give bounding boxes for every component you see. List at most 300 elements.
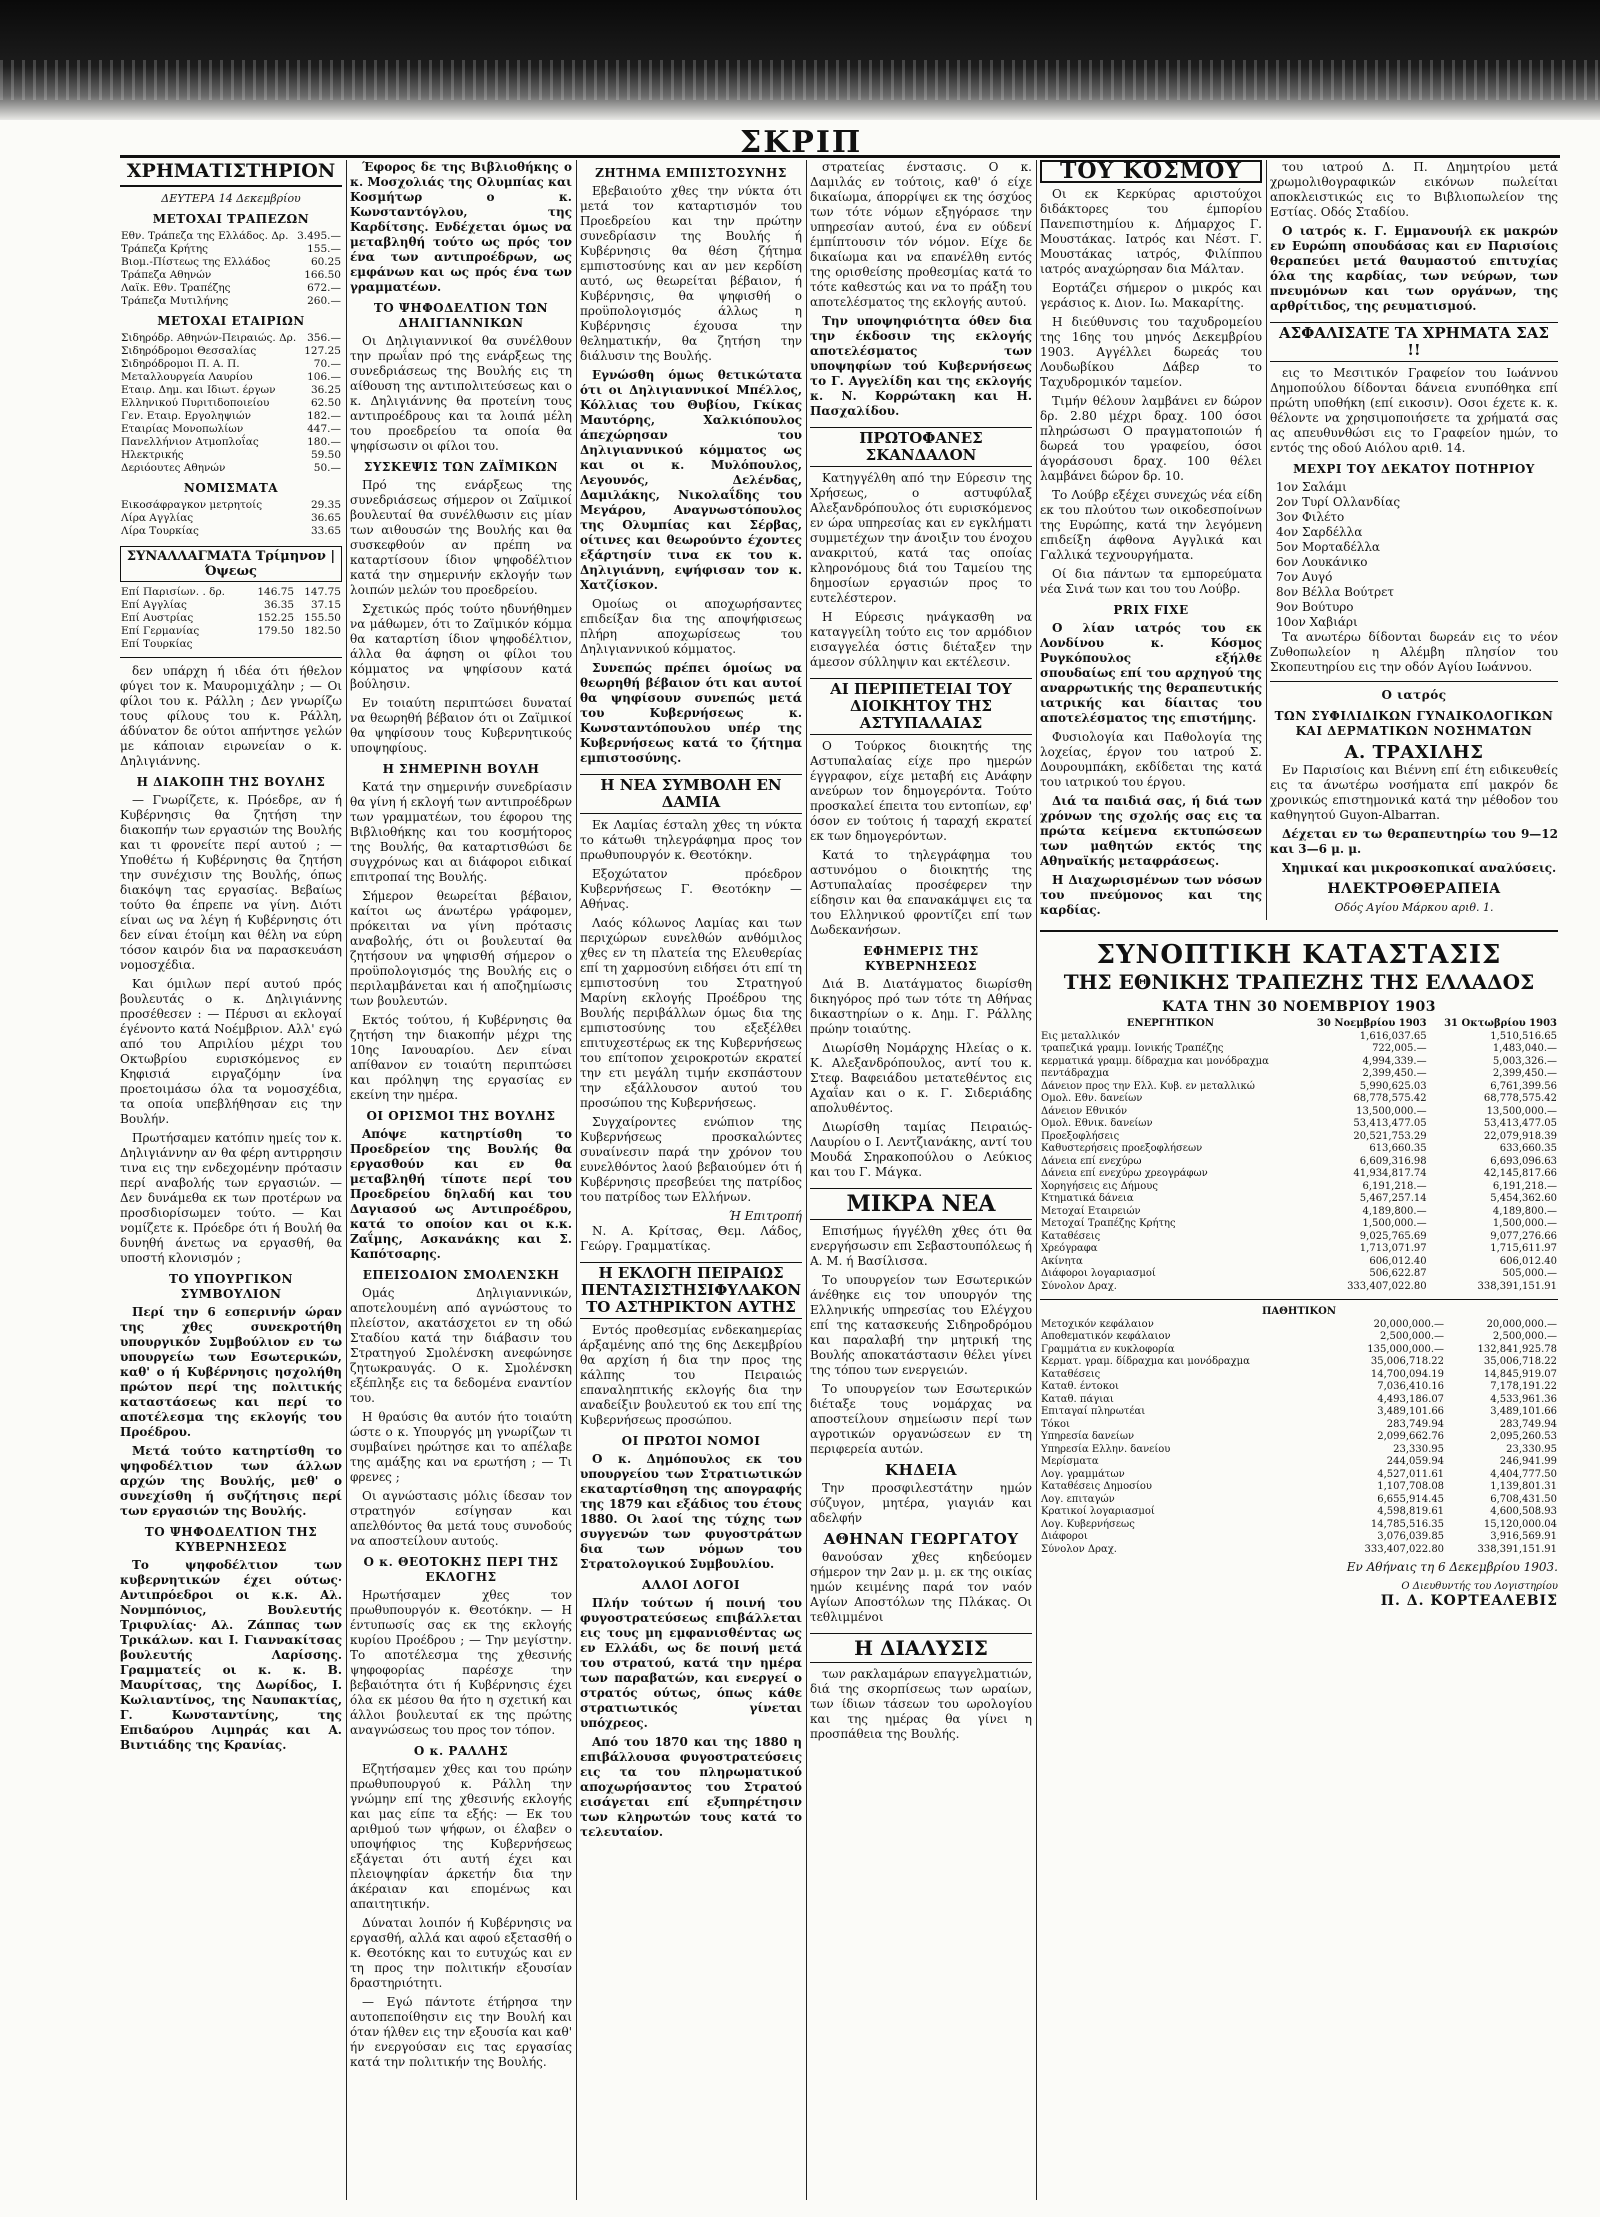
- table-row: [1040, 1043, 1558, 1056]
- row-label: Λογ. γραμμάτων: [1041, 1468, 1125, 1480]
- article-paragraph: Σήμερον θεωρείται βέβαιον, καίτοι ως άνωτέρω γράφομεν, πρόκειται να γίνη πρότασις αναβολής, ότι οι βουλευταί θα ζητήσουν να ψηφισθή σήμερον ο προϋπολογισμός της Βουλής εις ο περιλαμβάνεται και ή αποζημίωσις των βουλευτών.: [350, 889, 572, 1008]
- society-masthead: ΤΟΥ ΚΟΣΜΟΥ: [1040, 160, 1262, 183]
- liabilities-table: [1040, 1306, 1558, 1556]
- row-label: Ομολ. Εθν. δανείων: [1041, 1093, 1143, 1104]
- row-label: Σιδηρόδρομοι Θεσσαλίας: [121, 345, 257, 357]
- row-value: 147.75: [304, 586, 341, 598]
- row-value: 613,660.35: [1369, 1143, 1427, 1154]
- table-row: [120, 625, 342, 638]
- row-value: 244,059.94: [1386, 1456, 1445, 1467]
- table-row: [120, 638, 342, 651]
- row-value: 36.65: [310, 512, 341, 524]
- column-rule: [576, 160, 577, 2200]
- row-label: Χορηγήσεις εις Δήμους: [1041, 1180, 1158, 1192]
- article-paragraph: Εκ Λαμίας έσταλη χθες τη νύκτα το κάτωθι τηλεγράφημα προς τον πρωθυπουργόν κ. Θεοτόκην.: [580, 818, 802, 862]
- row-label: Καταθ. πάγιαι: [1041, 1393, 1114, 1405]
- table-row: [1040, 1281, 1558, 1294]
- statement-date: ΚΑΤΑ ΤΗΝ 30 ΝΟΕΜΒΡΙΟΥ 1903: [1162, 999, 1436, 1015]
- article-paragraph: Εορτάζει σήμερον ο μικρός και γεράσιος κ. Διον. Ιω. Μακαρίτης.: [1040, 281, 1262, 310]
- row-value: 37.15: [310, 599, 341, 611]
- row-label: Τράπεζα Μυτιλήνης: [121, 295, 229, 307]
- row-value: 1,500,000.—: [1492, 1218, 1557, 1229]
- table-row: [120, 499, 342, 512]
- row-value: 2,500,000.—: [1492, 1331, 1557, 1342]
- article-paragraph: Οι Δηλιγιαννικοί θα συνέλθουν την πρωΐαν πρό της ενάρξεως της συνεδριάσεως της Βουλής εις τη αίθουση της αντιπολιτεύσεως και ο κ. Δηλιγιάννης θα προτείνη τους αντιπροέδρους και τα λοιπά μέλη του προεδρείου τα οποία θα ψηφίσωσιν οι φίλοι του.: [350, 334, 572, 453]
- row-label: Υπηρεσία δανείων: [1041, 1431, 1135, 1442]
- article-paragraph: Εν τοιαύτη περιπτώσει δυναταί να θεωρηθή βέβαιον ότι οι Ζαϊμικοί θα ψηφίσουν τους Κυβερνητικούς υποψηφίους.: [350, 696, 572, 755]
- article-paragraph: Συνεπώς πρέπει όμοίως να θεωρηθή βέβαιον ότι και αυτοί θα ψηφίσουν συνεπώς μετά του Κυβερνήσεως κ. Κωνσταντόπουλου υπέρ της Κυβερνήσεως κατά το ζήτημα εμπιστοσύνης.: [580, 661, 802, 765]
- column-5: [1040, 160, 1262, 920]
- article-paragraph: Πρό της ενάρξεως της συνεδριάσεως σήμερον οι Ζαϊμικοί βουλευταί θα συνέλθωσιν εις μίαν των αιθουσών της Βουλής και θα συσκεφθούν αν πρέπη να καταρτίσουν ίδιον ψηφοδέλτιον κατά την σημερινήν εκλογήν των λοιπών μελών του προεδρείου.: [350, 478, 572, 597]
- table-row: [120, 599, 342, 612]
- table-row: [1040, 1118, 1558, 1131]
- table-row: [1040, 1268, 1558, 1281]
- row-value: 606,012.40: [1499, 1255, 1557, 1267]
- row-value: 62.50: [310, 397, 341, 409]
- article-paragraph: Δέχεται εν τω θεραπευτηρίω του 9—12 και 3—6 μ. μ.: [1270, 827, 1558, 856]
- table-row: [120, 384, 342, 397]
- signature: Ή Επιτροπή: [728, 1209, 802, 1223]
- statement-subtitle: ΤΗΣ ΕΘΝΙΚΗΣ ΤΡΑΠΕΖΗΣ ΤΗΣ ΕΛΛΑΔΟΣ: [1063, 970, 1535, 994]
- table-row: [120, 423, 342, 436]
- article-paragraph: Η Διαχωρισμένων των νόσων του πνεύμονος και της καρδίας.: [1040, 873, 1262, 917]
- row-label: Καταθέσεις: [1041, 1230, 1101, 1242]
- table-row: [120, 525, 342, 538]
- article-heading: ΤΟ ΨΗΦΟΔΕΛΤΙΟΝ ΤΗΣ ΚΥΒΕΡΝΗΣΕΩΣ: [144, 1525, 318, 1554]
- companies-table: [120, 332, 342, 475]
- banks-table: [120, 230, 342, 308]
- coins-table: [120, 499, 342, 538]
- table-row: [1040, 1381, 1558, 1394]
- row-value: 338,391,151.91: [1477, 1280, 1557, 1292]
- row-label: Τόκοι: [1041, 1418, 1070, 1430]
- table-row: [1040, 1444, 1558, 1457]
- row-value: 1,713,071.97: [1359, 1243, 1427, 1254]
- article-paragraph: Την υποψηφιότητα όθεν δια την έκδοσιν της εκλογής αποτελέσματος των υποψηφίων τού Κυβερνήσεως το Γ. Αγγελίδη και της εκλογής κ. Ν. Κορρώτακη και Η. Πασχαλίδου.: [810, 314, 1032, 418]
- signatories: Ν. Α. Κρίτσας, Θεμ. Λάδος, Γεώργ. Γραμματίκας.: [580, 1224, 802, 1253]
- row-value: 6,191,218.—: [1492, 1180, 1557, 1192]
- row-value: 14,845,919.07: [1483, 1368, 1557, 1380]
- row-label: Ελληνικού Πυριτιδοποιείου: [121, 397, 270, 409]
- bank-statement: [1040, 930, 1558, 2202]
- row-value: 59.50: [310, 449, 341, 461]
- divider: [1270, 681, 1558, 682]
- row-value: 68,778,575.42: [1483, 1093, 1557, 1104]
- row-value: 1,139,801.31: [1490, 1481, 1557, 1492]
- table-row: [1040, 1081, 1558, 1094]
- table-row: [120, 410, 342, 423]
- row-label: Υπηρεσία Ελλην. δανείου: [1041, 1443, 1171, 1455]
- table-row: [1040, 1243, 1558, 1256]
- row-label: Μετοχαί Τραπέζης Κρήτης: [1041, 1218, 1176, 1229]
- liabilities-heading: ΠΑΘΗΤΙΚΟΝ: [1261, 1306, 1337, 1317]
- row-value: 33.65: [310, 525, 341, 537]
- scan-noise: [0, 60, 1600, 100]
- coins-heading: ΝΟΜΙΣΜΑΤΑ: [183, 481, 279, 495]
- row-value: 9,077,276.66: [1490, 1230, 1557, 1242]
- table-row: [1040, 1131, 1558, 1144]
- article-paragraph: Απόψε κατηρτίσθη το Προεδρείον της Βουλής θα εργασθούν και εν θα μεταβληθή τίποτε περί του Προεδρείου δηλαδή και του Δαγιασού ως Αντιπροέδρου, κατά το οποίον και οι κ.κ. Ζαΐμης, Ασκανάκης και Σ. Καπότσαρης.: [350, 1127, 572, 1261]
- companies-heading: ΜΕΤΟΧΑΙ ΕΤΑΙΡΙΩΝ: [157, 314, 305, 328]
- ad-title: ΤΩΝ ΣΥΦΙΛΙΔΙΚΩΝ ΓΥΝΑΙΚΟΛΟΓΙΚΩΝ ΚΑΙ ΔΕΡΜΑΤΙΚΩΝ ΝΟΣΗΜΑΤΩΝ: [1274, 709, 1554, 738]
- article-heading: ΣΥΣΚΕΨΙΣ ΤΩΝ ΖΑΪΜΙΚΩΝ: [363, 460, 559, 474]
- row-value: 13,500,000.—: [1356, 1105, 1427, 1117]
- row-value: 672.—: [307, 282, 341, 294]
- table-row: [1040, 1031, 1558, 1044]
- row-value: 4,600,508.93: [1490, 1506, 1557, 1517]
- row-value: [248, 638, 295, 651]
- table-row: [1040, 1206, 1558, 1219]
- row-label: Ηλεκτρικής: [121, 449, 184, 461]
- row-value: 338,391,151.91: [1477, 1543, 1557, 1555]
- row-value: 333,407,022.80: [1364, 1543, 1445, 1555]
- row-label: Κτηματικά δάνεια: [1041, 1193, 1134, 1204]
- column-rule: [1036, 160, 1037, 2200]
- row-label: Γραμμάτια εν κυκλοφορία: [1041, 1343, 1175, 1355]
- row-value: 9,025,765.69: [1359, 1230, 1427, 1242]
- statement-signline: Ο Διευθυντής του Λογιστηρίου: [1401, 1581, 1558, 1592]
- row-value: 4,189,800.—: [1362, 1205, 1427, 1217]
- article-paragraph: Διωρίσθη ταμίας Πειραιώς-Λαυρίου ο Ι. Λεντζιανάκης, αντί του Μουδά Σηρακοπούλου ο Λεύκιος και του Γ. Μάγκα.: [810, 1120, 1032, 1179]
- article-paragraph: Φυσιολογία και Παθολογία της λοχείας, έργον του ιατρού Σ. Δουρουμπάκη, εκδίδεται της κατά του ιατρικού του έργου.: [1040, 730, 1262, 789]
- row-label: Εις μεταλλικόν: [1041, 1030, 1120, 1042]
- row-value: 3,489,101.66: [1490, 1406, 1557, 1417]
- row-value: 22,079,918.39: [1483, 1130, 1557, 1142]
- row-value: 2,399,450.—: [1362, 1068, 1427, 1079]
- article-paragraph: Περί την 6 εσπερινήν ώραν της χθες συνεκροτήθη υπουργικόν Συμβούλιον εν τω υπουργείω των Εσωτερικών, καθ' ο ή Κυβέρνησις ησχολήθη πρώτον περί της πολιτικής καταστάσεως και περί το αποτέλεσμα της εκλογής του Προέδρου.: [120, 1305, 342, 1439]
- row-value: 1,715,611.97: [1490, 1243, 1557, 1254]
- row-value: 36.25: [310, 384, 341, 396]
- list-item: 1ον Σαλάμι: [1276, 480, 1347, 494]
- table-row: [120, 332, 342, 345]
- column-header: 30 Νοεμβρίου 1903: [1316, 1018, 1427, 1029]
- table-row: [1040, 1143, 1558, 1156]
- row-label: Εικοσάφραγκον μετρητοίς: [121, 499, 263, 511]
- article-heading: ΚΗΔΕΙΑ: [885, 1461, 957, 1479]
- article-paragraph: Ηρωτήσαμεν χθες τον πρωθυπουργόν κ. Θεοτόκην. — Η έντυπωσίς σας εκ της εκλογής κυρίου Προέδρου ; — Την μεγίστην. Το αποτέλεσμα της χθεσινής ψηφοφορίας παρέσχε την βεβαιότητα ότι ή Κυβέρνησις έχει όλα εκ μέσου θα ήτο η σχετική και άλλοι βουλευταί εκ της πρώτης αναγνώσεως του προς τον τόπον.: [350, 1588, 572, 1737]
- row-value: 127.25: [304, 345, 341, 357]
- article-paragraph: Διωρίσθη Νομάρχης Ηλείας ο κ. Κ. Αλεξανδρόπουλος, αντί του κ. Στεφ. Βαφειάδου μετατεθέντος εις Αχαΐαν και ο κ. Γ. Σιδεριάδης απολυθέντος.: [810, 1041, 1032, 1115]
- row-value: 53,413,477.05: [1483, 1118, 1557, 1129]
- row-value: 5,990,625.03: [1359, 1080, 1427, 1092]
- exchange-table: [120, 586, 342, 651]
- row-value: 2,500,000.—: [1379, 1331, 1445, 1342]
- row-value: 4,994,339.—: [1362, 1055, 1427, 1067]
- article-heading: PRIX FIXE: [1113, 603, 1189, 617]
- row-label: Επί Τουρκίας: [121, 638, 193, 650]
- article-paragraph: Σχετικώς πρός τούτο ηδυνήθημεν να μάθωμεν, ότι το Ζαϊμικόν κόμμα θα καταρτίση ίδιον ψηφοδέλτιον, άλλα θα άφηση οι φίλοι του κόμματος να ψηφίσουν κατά βούλησιν.: [350, 602, 572, 691]
- article-paragraph: Συγχαίροντες ενώπιον της Κυβερνήσεως προσκαλώντες συναίνεσιν παρά την χρόνον του ευνελθόντος λαού βεβαιούμεν ότι ή Κυβέρνησις πρεσβεύει της πατρίδος του πατρίδος των Ελλήνων.: [580, 1115, 802, 1204]
- column-rule: [1266, 160, 1267, 920]
- column-rule: [806, 160, 807, 2200]
- table-row: [1040, 1494, 1558, 1507]
- row-label: Πανελλήνιον Ατμοπλοΐας: [121, 436, 259, 448]
- table-row: [120, 371, 342, 384]
- row-label: Εταιρ. Δημ. και Ιδιωτ. έργων: [121, 384, 276, 396]
- row-value: 146.75: [257, 586, 295, 598]
- row-label: Ομολ. Εθνικ. δανείων: [1041, 1118, 1153, 1129]
- row-label: τραπεζικά γραμμ. Ιονικής Τραπέζης: [1041, 1043, 1224, 1054]
- table-row: [1040, 1168, 1558, 1181]
- table-row: [1040, 1506, 1558, 1519]
- row-value: 14,785,516.35: [1370, 1518, 1445, 1530]
- row-value: 20,521,753.29: [1353, 1130, 1427, 1142]
- row-value: 29.35: [310, 499, 341, 511]
- row-label: Τράπεζα Κρήτης: [121, 243, 209, 255]
- table-row: [1040, 1531, 1558, 1544]
- article-paragraph: Και όμιλων περί αυτού πρός βουλευτάς ο κ. Δηλιγιάννης προσέθεσεν : — Πέρυσι αι εκλογαί έγένοντο κατά Νοέμβριον. Αλλ' εγώ από του Απριλίου μέχρι του Οκτωβρίου ευρισκόμενος εν Κηφισιά ειργαζόμην ίνα προετοιμάσω όλα τα νομοσχέδια, τα οποία υπεβλήθησαν εις την Βουλήν.: [120, 977, 342, 1126]
- table-row: [1040, 1369, 1558, 1382]
- article-paragraph: εις το Μεσιτικόν Γραφείον του Ιωάννου Δημοπούλου δίδονται δάνεια ενυπόθηκα επί πρώτη υποθήκη (επί εικοσιν). Οσοι έχετε κ. κ. θέλοντε να χρησιμοποιήσετε τα χρήματά σας ας απευθυνθώσι εις το Γραφείον ημών, το εντός της οδού Αιόλου αριθ. 14.: [1270, 366, 1558, 455]
- row-value: 333,407,022.80: [1347, 1280, 1427, 1292]
- list-item: 2ον Τυρί Ολλανδίας: [1276, 495, 1401, 509]
- row-value: 6,761,399.56: [1490, 1080, 1557, 1092]
- row-value: 1,500,000.—: [1362, 1218, 1427, 1229]
- row-value: 606,012.40: [1369, 1255, 1427, 1267]
- row-label: Αποθεματικόν κεφάλαιον: [1041, 1331, 1171, 1342]
- row-value: 20,000,000.—: [1486, 1318, 1557, 1330]
- row-value: 5,467,257.14: [1359, 1193, 1427, 1204]
- article-paragraph: Έφορος δε της Βιβλιοθήκης ο κ. Μοσχολιάς της Ολυμπίας και Κοσμήτωρ ο κ. Κωνσταντόγλου, της Καρδίτσης. Ενδέχεται όμως να μεταβληθή τούτο ως πρός τον ένα των αντιπροέδρων, ως εμφάνων και ως πρός ένα των γραμματέων.: [350, 160, 572, 294]
- row-value: 6,708,431.50: [1490, 1493, 1557, 1505]
- table-row: [120, 230, 342, 243]
- article-paragraph: θανούσαν χθες κηδεύομεν σήμερον την 2αν μ. μ. εκ της οικίας ημών κειμένης παρά τον ναόν Αγίων Αποστόλων της Πλάκας. Οι τεθλιμμένοι: [810, 1550, 1032, 1624]
- table-row: [120, 436, 342, 449]
- row-label: πεντάδραχμα: [1041, 1068, 1110, 1079]
- assets-table: [1040, 1018, 1558, 1293]
- row-value: 6,693,096.63: [1490, 1155, 1557, 1167]
- row-value: 7,036,410.16: [1377, 1381, 1445, 1392]
- article-heading: ΤΟ ΨΗΦΟΔΕΛΤΙΟΝ ΤΩΝ ΔΗΛΙΓΙΑΝΝΙΚΩΝ: [373, 301, 549, 330]
- row-label: Λογ. επιταγών: [1041, 1493, 1115, 1505]
- row-label: Δεριόουτες Αθηνών: [121, 462, 226, 474]
- list-item: 9ον Βούτυρο: [1276, 600, 1354, 614]
- row-label: Κρατικοί λογαριασμοί: [1041, 1506, 1155, 1517]
- row-value: 50.—: [313, 462, 341, 474]
- article-heading: ΤΟ ΥΠΟΥΡΓΙΚΟΝ ΣΥΜΒΟΥΛΙΟΝ: [169, 1272, 293, 1301]
- article-paragraph: Οι αγνώστασις μόλις ίδεσαν τον στρατηγόν εσίγησαν και απελθόντος θα μετά τους συνοδούς να αποστείλουν αυτούς.: [350, 1489, 572, 1548]
- row-value: 152.25: [257, 612, 295, 624]
- table-row: [1040, 1469, 1558, 1482]
- row-value: 6,191,218.—: [1362, 1180, 1427, 1192]
- article-paragraph: Εζητήσαμεν χθες και του πρώην πρωθυπουργού κ. Ράλλη την γνώμην επί της χθεσινής εκλογής και μας είπε τα εξής: — Εκ του αριθμού των ψήφων, οι έλαβεν ο υποψήφιος της Κυβερνήσεως εξάγεται ότι αυτή έχει και πλειοψηφίαν άρκετήν δια την άκέραιαν και επομένως και απαιτητικήν.: [350, 1762, 572, 1911]
- row-value: 20,000,000.—: [1373, 1318, 1445, 1330]
- row-label: Επιταγαί πληρωτέαι: [1041, 1406, 1146, 1417]
- table-row: [1040, 1456, 1558, 1469]
- row-label: Γεν. Εταιρ. Εργοληψιών: [121, 410, 251, 422]
- row-value: 5,003,326.—: [1492, 1055, 1557, 1067]
- table-row: [120, 269, 342, 282]
- row-value: 505,000.—: [1502, 1268, 1557, 1279]
- row-value: 3,489,101.66: [1377, 1406, 1445, 1417]
- table-row: [120, 397, 342, 410]
- row-value: 7,178,191.22: [1490, 1381, 1557, 1392]
- article-heading: ΑΣΦΑΛΙΣΑΤΕ ΤΑ ΧΡΗΜΑΤΑ ΣΑΣ !!: [1270, 322, 1558, 362]
- article-heading: ΟΙ ΠΡΩΤΟΙ ΝΟΜΟΙ: [621, 1434, 761, 1448]
- row-label: Σιδηρόδρ. Αθηνών-Πειραιώς. Δρ.: [121, 332, 297, 344]
- row-value: 633,660.35: [1499, 1143, 1557, 1154]
- article-paragraph: Εξοχώτατον πρόεδρον Κυβερνήσεως Γ. Θεοτόκην — Αθήνας.: [580, 867, 802, 911]
- row-value: 180.—: [307, 436, 341, 448]
- table-row: [120, 295, 342, 308]
- article-paragraph: Το Λούβρ εξέχει συνεχώς νέα είδη εκ του πλούτου των οικοδεσποίνων της Ευρώπης, κατά την λεγόμενη επιδείξη άφθονα Αγγλικά και Γαλλικά τεχνουργήματα.: [1040, 488, 1262, 562]
- list-item: 3ον Φιλέτο: [1276, 510, 1345, 524]
- table-row: [1040, 1431, 1558, 1444]
- row-label: Εταιρίας Μονοπωλίων: [121, 423, 244, 435]
- article-paragraph: δεν υπάρχη ή ιδέα ότι ήθελον φύγει τον κ. Μαυρομιχάλην ; — Οι φίλοι του κ. Ράλλη ; Δεν γνωρίζω τους φίλους του κ. Ράλλη, άδύνατον δε ούτοι απήντησε γελών με κάποιαν ειρωνείαν ο κ. Δηλιγιάννης.: [120, 664, 342, 768]
- article-paragraph: Εγνώσθη όμως θετικώτατα ότι οι Δηλιγιαννικοί Μπέλλος, Κόλλιας του Θυβίου, Γκίκας Μαυτόρης, Χαλκιόπουλος άπεχώρησαν του Δηλιγιαννικού κόμματος ως και οι κ. Μυλόπουλος, Λεγουνός, Δελένδας, Δαμιλάκης, Νικολαΐδης του Μεγάρου, Αναγνωστόπουλος της Ολυμπίας και Σέρβας, οίτινες και θεωρούντο έχοντες εξάρτησίν τινα εκ του κ. Δηλιγιάννη, εψήφισαν τον κ. Χατζίσκον.: [580, 368, 802, 592]
- article-paragraph: Διά τα παιδιά σας, ή διά των χρόνων της σχολής σας εις τα πρώτα κείμενα εκτυπώσεων των μαθητών εκτός της Αθηναϊκής μεταφράσεως.: [1040, 794, 1262, 868]
- row-value: 722,005.—: [1372, 1043, 1427, 1054]
- row-value: 246,941.99: [1499, 1456, 1557, 1467]
- statement-signer: Π. Δ. ΚΟΡΤΕΑΛΕΒΙΣ: [1380, 1593, 1558, 1609]
- row-label: Μετοχικόν κεφάλαιον: [1041, 1318, 1154, 1330]
- article-paragraph: Κατά το τηλεγράφημα του αστυνόμου ο διοικητής της Αστυπαλαίας προσέφερεν την είδησιν και θα επανακάμψει εις τα του Ελληνικού φροντίζει επί των Δωδεκανήσων.: [810, 848, 1032, 937]
- article-paragraph: Οι εκ Κερκύρας αριστούχοι διδάκτορες του έμπορίου Πανεπιστημίου κ. Δήμαρχος Γ. Μουστάκας. Ιατρός και Νέστ. Γ. Μουστάκας ιατρός, Φιλίππου ιατρός αναχώρησαν δια Μάλταν.: [1040, 187, 1262, 276]
- ad-address: Οδός Αγίου Μάρκου αριθ. 1.: [1334, 901, 1494, 914]
- row-label: Βιομ.-Πίστεως της Ελλάδος: [121, 256, 271, 268]
- row-value: 13,500,000.—: [1486, 1105, 1557, 1117]
- row-value: 2,099,662.76: [1377, 1431, 1445, 1442]
- article-paragraph: — Εγώ πάντοτε έτήρησα την αυτοπεποίθησιν εις την Βουλή και όταν ήλθεν εις την εξουσία και καθ' ήν ενεργούσαν εις τας εργασίας κατά την πολιτικήν της Βουλής.: [350, 1995, 572, 2069]
- article-heading: Η ΔΙΑΛΥΣΙΣ: [810, 1633, 1032, 1663]
- article-heading: Ο κ. ΡΑΛΛΗΣ: [413, 1744, 509, 1758]
- row-value: 132,841,925.78: [1477, 1343, 1557, 1355]
- row-value: 283,749.94: [1386, 1418, 1445, 1430]
- stock-exchange-title: ΧΡΗΜΑΤΙΣΤΗΡΙΟΝ: [120, 160, 342, 187]
- row-value: 5,454,362.60: [1490, 1193, 1557, 1204]
- divider: [1040, 1299, 1558, 1300]
- row-label: Δάνεια επί ενεχύρω χρεογράφων: [1041, 1168, 1208, 1179]
- row-value: 106.—: [307, 371, 341, 383]
- article-paragraph: των ρακλαμάρων επαγγελματιών, διά της σκορπίσεως των ωραίων, των ίδιων τάσεων του ωρολογίου και της ημέρας θα γίνει η προσπάθεια της Βουλής.: [810, 1667, 1032, 1741]
- article-paragraph: Ο κ. Δημόπουλος εκ του υπουργείου των Στρατιωτικών εκαταρτίσθηση της απογραφής της 1879 και εξάδιος του έτους 1880. Οι λαοί της τύχης των συγγενών των φυγοστράτων δια των νόμων του Στρατολογικού Συμβουλίου.: [580, 1452, 802, 1571]
- row-label: Επί Αυστρίας: [121, 612, 194, 624]
- article-paragraph: Χημικαί και μικροσκοπικαί αναλύσεις.: [1282, 861, 1557, 875]
- article-heading: Η ΣΗΜΕΡΙΝΗ ΒΟΥΛΗ: [382, 762, 540, 776]
- article-paragraph: Ο Τούρκος διοικητής της Αστυπαλαίας είχε προ ημερών έγγραφον, είχε μεταβή εις Ανάφην ανεύρων τον δημογερόντα. Τούτο προσκαλεί έπειτα του εντοπίων, εφ' όσον εν τούτοις ή ταραχή εκρατεί εκ των δημογερόντων.: [810, 739, 1032, 843]
- table-row: [120, 345, 342, 358]
- row-label: Διάφοροι: [1041, 1531, 1088, 1542]
- article-paragraph: Η διεύθυνσις του ταχυδρομείου της 16ης του μηνός Δεκεμβρίου 1903. Αγγέλλει δωρεάς του Λουδωβίκου Δάβερ το Ταχυδρομικόν ταμείον.: [1040, 315, 1262, 389]
- row-label: Μεταλλουργεία Λαυρίου: [121, 371, 253, 383]
- row-label: Δάνειον Εθνικόν: [1041, 1105, 1128, 1117]
- list-item: 10ον Χαβιάρι: [1276, 615, 1358, 629]
- row-label: Καταθέσεις Δημοσίου: [1041, 1481, 1152, 1492]
- row-label: κερματικά γραμμ. δίδραχμα και μονόδραχμα: [1041, 1055, 1269, 1067]
- row-value: 1,107,708.08: [1377, 1481, 1445, 1492]
- row-value: 4,493,186.07: [1377, 1393, 1445, 1405]
- article-paragraph: Ο λίαν ιατρός του εκ Λονδίνου κ. Κόσμος Ρυγκόπουλος εξήλθε σπουδαίως επί του αρχηγού της αναρρωτικής της θεραπευτικής ιατρικής και δίαιτας του αποτελέσματος της επιστήμης.: [1040, 621, 1262, 725]
- row-label: Σιδηρόδρομοι Π. Α. Π.: [121, 358, 240, 370]
- row-value: 356.—: [307, 332, 341, 344]
- deceased-name: ΑΘΗΝΑΝ ΓΕΩΡΓΑΤΟΥ: [823, 1530, 1019, 1548]
- article-paragraph: Το υπουργείον των Εσωτερικών άνέθηκε εις τον υπουργόν της Ελληνικής υπηρεσίας του Ελέγχου επί της κατασκευής Σιδηροδρόμου και παραλαβή την μητρική της Βουλής αποκατάστασιν θέλει γίνει της τόπου των ενεργειών.: [810, 1273, 1032, 1377]
- article-heading: ΟΙ ΟΡΙΣΜΟΙ ΤΗΣ ΒΟΥΛΗΣ: [366, 1109, 556, 1123]
- article-paragraph: Εβεβαιούτο χθες την νύκτα ότι μετά τον καταρτισμόν του Προεδρείου και την πρώτην συνεδρίασιν της Βουλής ή Κυβέρνησις θα θέση ζήτημα εμπιστοσύνης και αν μεν κερδίση αυτό, ως θεωρείται βέβαιον, ή Κυβέρνησις, θα ψηφισθή ο προϋπολογισμός άλλως η Κυβέρνησις έχουσα την θεληματικήν, θα ζητήση την διάλυσιν της Βουλής.: [580, 184, 802, 363]
- table-row: [1040, 1544, 1558, 1557]
- table-row: [1040, 1093, 1558, 1106]
- row-label: Σύνολον Δραχ.: [1041, 1280, 1117, 1292]
- row-value: 179.50: [257, 625, 295, 637]
- row-value: 135,000,000.—: [1367, 1343, 1445, 1355]
- table-row: [1040, 1394, 1558, 1407]
- row-value: 260.—: [307, 295, 341, 307]
- row-value: 4,533,961.36: [1490, 1393, 1557, 1405]
- row-value: 6,609,316.98: [1359, 1155, 1427, 1167]
- table-row: [1040, 1056, 1558, 1069]
- row-label: Εθν. Τράπεζα της Ελλάδος. Δρ.: [121, 230, 289, 242]
- column-rule: [346, 160, 347, 2200]
- row-value: 36.35: [264, 599, 295, 611]
- article-paragraph: Την προσφιλεστάτην ημών σύζυγον, μητέρα, γιαγιάν και αδελφήν: [810, 1481, 1032, 1525]
- table-row: [120, 586, 342, 599]
- row-value: 155.—: [307, 243, 341, 255]
- article-paragraph: Μετά τούτο κατηρτίσθη το ψηφοδέλτιον των άλλων αρχών της Βουλής, μεθ' ο συνεχίσθη ή συζήτησις περί των εργασιών της Βουλής.: [120, 1444, 342, 1518]
- row-label: Καθυστερήσεις προεξοφλήσεων: [1041, 1143, 1203, 1154]
- article-paragraph: Ομοίως οι αποχωρήσαντες επιδείξαν δια της αποψήφισεως πλήρη αποχωρίσεως του Δηλιγιαννικού κόμματος.: [580, 597, 802, 656]
- article-heading: ΑΙ ΠΕΡΙΠΕΤΕΙΑΙ ΤΟΥ ΔΙΟΙΚΗΤΟΥ ΤΗΣ ΑΣΤΥΠΑΛΑΙΑΣ: [810, 678, 1032, 735]
- row-value: 1,483,040.—: [1492, 1043, 1557, 1054]
- row-value: 53,413,477.05: [1353, 1118, 1427, 1129]
- list-item: 7ον Αυγό: [1276, 570, 1333, 584]
- column-4: [810, 160, 1032, 2200]
- table-row: [1040, 1519, 1558, 1532]
- article-paragraph: Το ψηφοδέλτιον των κυβερνητικών έχει ούτως· Αντιπρόεδροι οι κ.κ. Αλ. Νονμπόνιος, Βουλευτής Τριφυλίας· Αλ. Ζάππας των Τρικάλων. και Ι. Γιαννακίτσας βουλευτής Λαρίσσης. Γραμματείς οι κ. κ. Β. Μαυρίτσας, της Δωρίδος, Ι. Κωλιαντίνος, της Ναυπακτίας, Γ. Κωνσταντίνης, της Επιδαύρου Λιμηράς και Α. Βιντιάδης της Κρανίας.: [120, 1558, 342, 1752]
- article-heading: Ο κ. ΘΕΟΤΟΚΗΣ ΠΕΡΙ ΤΗΣ ΕΚΛΟΓΗΣ: [363, 1555, 559, 1584]
- article-heading: ΑΛΛΟΙ ΛΟΓΟΙ: [641, 1578, 741, 1592]
- divider: [120, 657, 342, 658]
- table-row: [1040, 1406, 1558, 1419]
- list-item: 6ον Λουκάνικο: [1276, 555, 1368, 569]
- row-value: 6,655,914.45: [1377, 1493, 1445, 1505]
- table-row: [1040, 1481, 1558, 1494]
- article-heading: ΜΕΧΡΙ ΤΟΥ ΔΕΚΑΤΟΥ ΠΟΤΗΡΙΟΥ: [1293, 462, 1535, 476]
- row-value: 4,527,011.61: [1377, 1468, 1445, 1480]
- article-paragraph: Οί δια πάντων τα εμπορεύματα νέα Σινά των και του του Λούβρ.: [1040, 567, 1262, 596]
- article-paragraph: Το υπουργείον των Εσωτερικών διέταξε τους νομάρχας να αποστείλουν σημείωσιν περί των αγροτικών οργανώσεων εν τη περιφερεία αυτών.: [810, 1382, 1032, 1456]
- row-label: Διάφοροι λογαριασμοί: [1041, 1268, 1156, 1279]
- row-label: Κερματ. γραμ. δίδραχμα και μονόδραχμα: [1041, 1356, 1250, 1367]
- article-paragraph: στρατείας ένστασις. Ο κ. Δαμιλάς εν τούτοις, καθ' ό είχε δικαίωμα, άπορρίψει εκ της όσχύος των τότε νόμων εξηγόρασε την υπηρεσίαν αυτού, ένα εν ούδενί έμπίπτουσιν τόν νόμον. Είχε δε δικαίωμα και να επανέλθη εντός της ορισθείσης προθεσμίας κατά το τότε καθεστώς και να το πράξη του αποτελέσματος της εκλογής αυτού.: [810, 160, 1032, 309]
- row-label: Μετοχαί Εταιρειών: [1041, 1205, 1141, 1217]
- row-label: Χρεόγραφα: [1041, 1243, 1098, 1254]
- row-label: Προεξοφλήσεις: [1041, 1130, 1120, 1142]
- list-item: 8ον Βέλλα Βούτρετ: [1276, 585, 1395, 599]
- row-label: Δάνεια επί ενεχύρω: [1041, 1155, 1142, 1167]
- article-paragraph: Πρωτήσαμεν κατόπιν ημείς τον κ. Δηλιγιάννην αν θα φέρη αντιρρησιν τινα εις την ενδεχομένην πρότασιν περί αναβολής των εργασιών. — Δεν δυνάμεθα εκ των προτέρων να προσδιορίσωμεν τούτο. — Και νομίζετε κ. Πρόεδρε ότι ή Βουλή θα δυνηθή άνετως να εργασθή, θα υποστή κλονισμόν ;: [120, 1131, 342, 1265]
- row-value: 14,700,094.19: [1370, 1368, 1445, 1380]
- row-label: Μερίσματα: [1041, 1456, 1099, 1467]
- row-value: 1,616,037.65: [1359, 1030, 1427, 1042]
- row-value: 4,404,777.50: [1490, 1468, 1557, 1480]
- row-label: Λίρα Τουρκίας: [121, 525, 199, 537]
- row-label: Δάνειον προς την Ελλ. Κυβ. εν μεταλλικώ: [1041, 1080, 1255, 1092]
- stock-date: ΔΕΥΤΕΡΑ 14 Δεκεμβρίου: [161, 192, 301, 205]
- table-row: [1040, 1218, 1558, 1231]
- row-value: 506,622.87: [1369, 1268, 1427, 1279]
- row-label: Λογ. Κυβερνήσεως: [1041, 1518, 1135, 1530]
- column-1: [120, 160, 342, 2200]
- table-row: [120, 243, 342, 256]
- row-label: Λίρα Αγγλίας: [121, 512, 194, 524]
- article-paragraph: Διά Β. Διατάγματος διωρίσθη δικηγόρος πρό των τότε τη Αθήνας δικαστηρίων ο κ. Δημ. Γ. Ράλλης πρώην τοιαύτης.: [810, 977, 1032, 1036]
- row-value: 283,749.94: [1499, 1418, 1557, 1430]
- list-item: 4ον Σαρδέλλα: [1276, 525, 1363, 539]
- table-row: [1040, 1256, 1558, 1269]
- table-row: [1040, 1319, 1558, 1332]
- table-row: [1040, 1356, 1558, 1369]
